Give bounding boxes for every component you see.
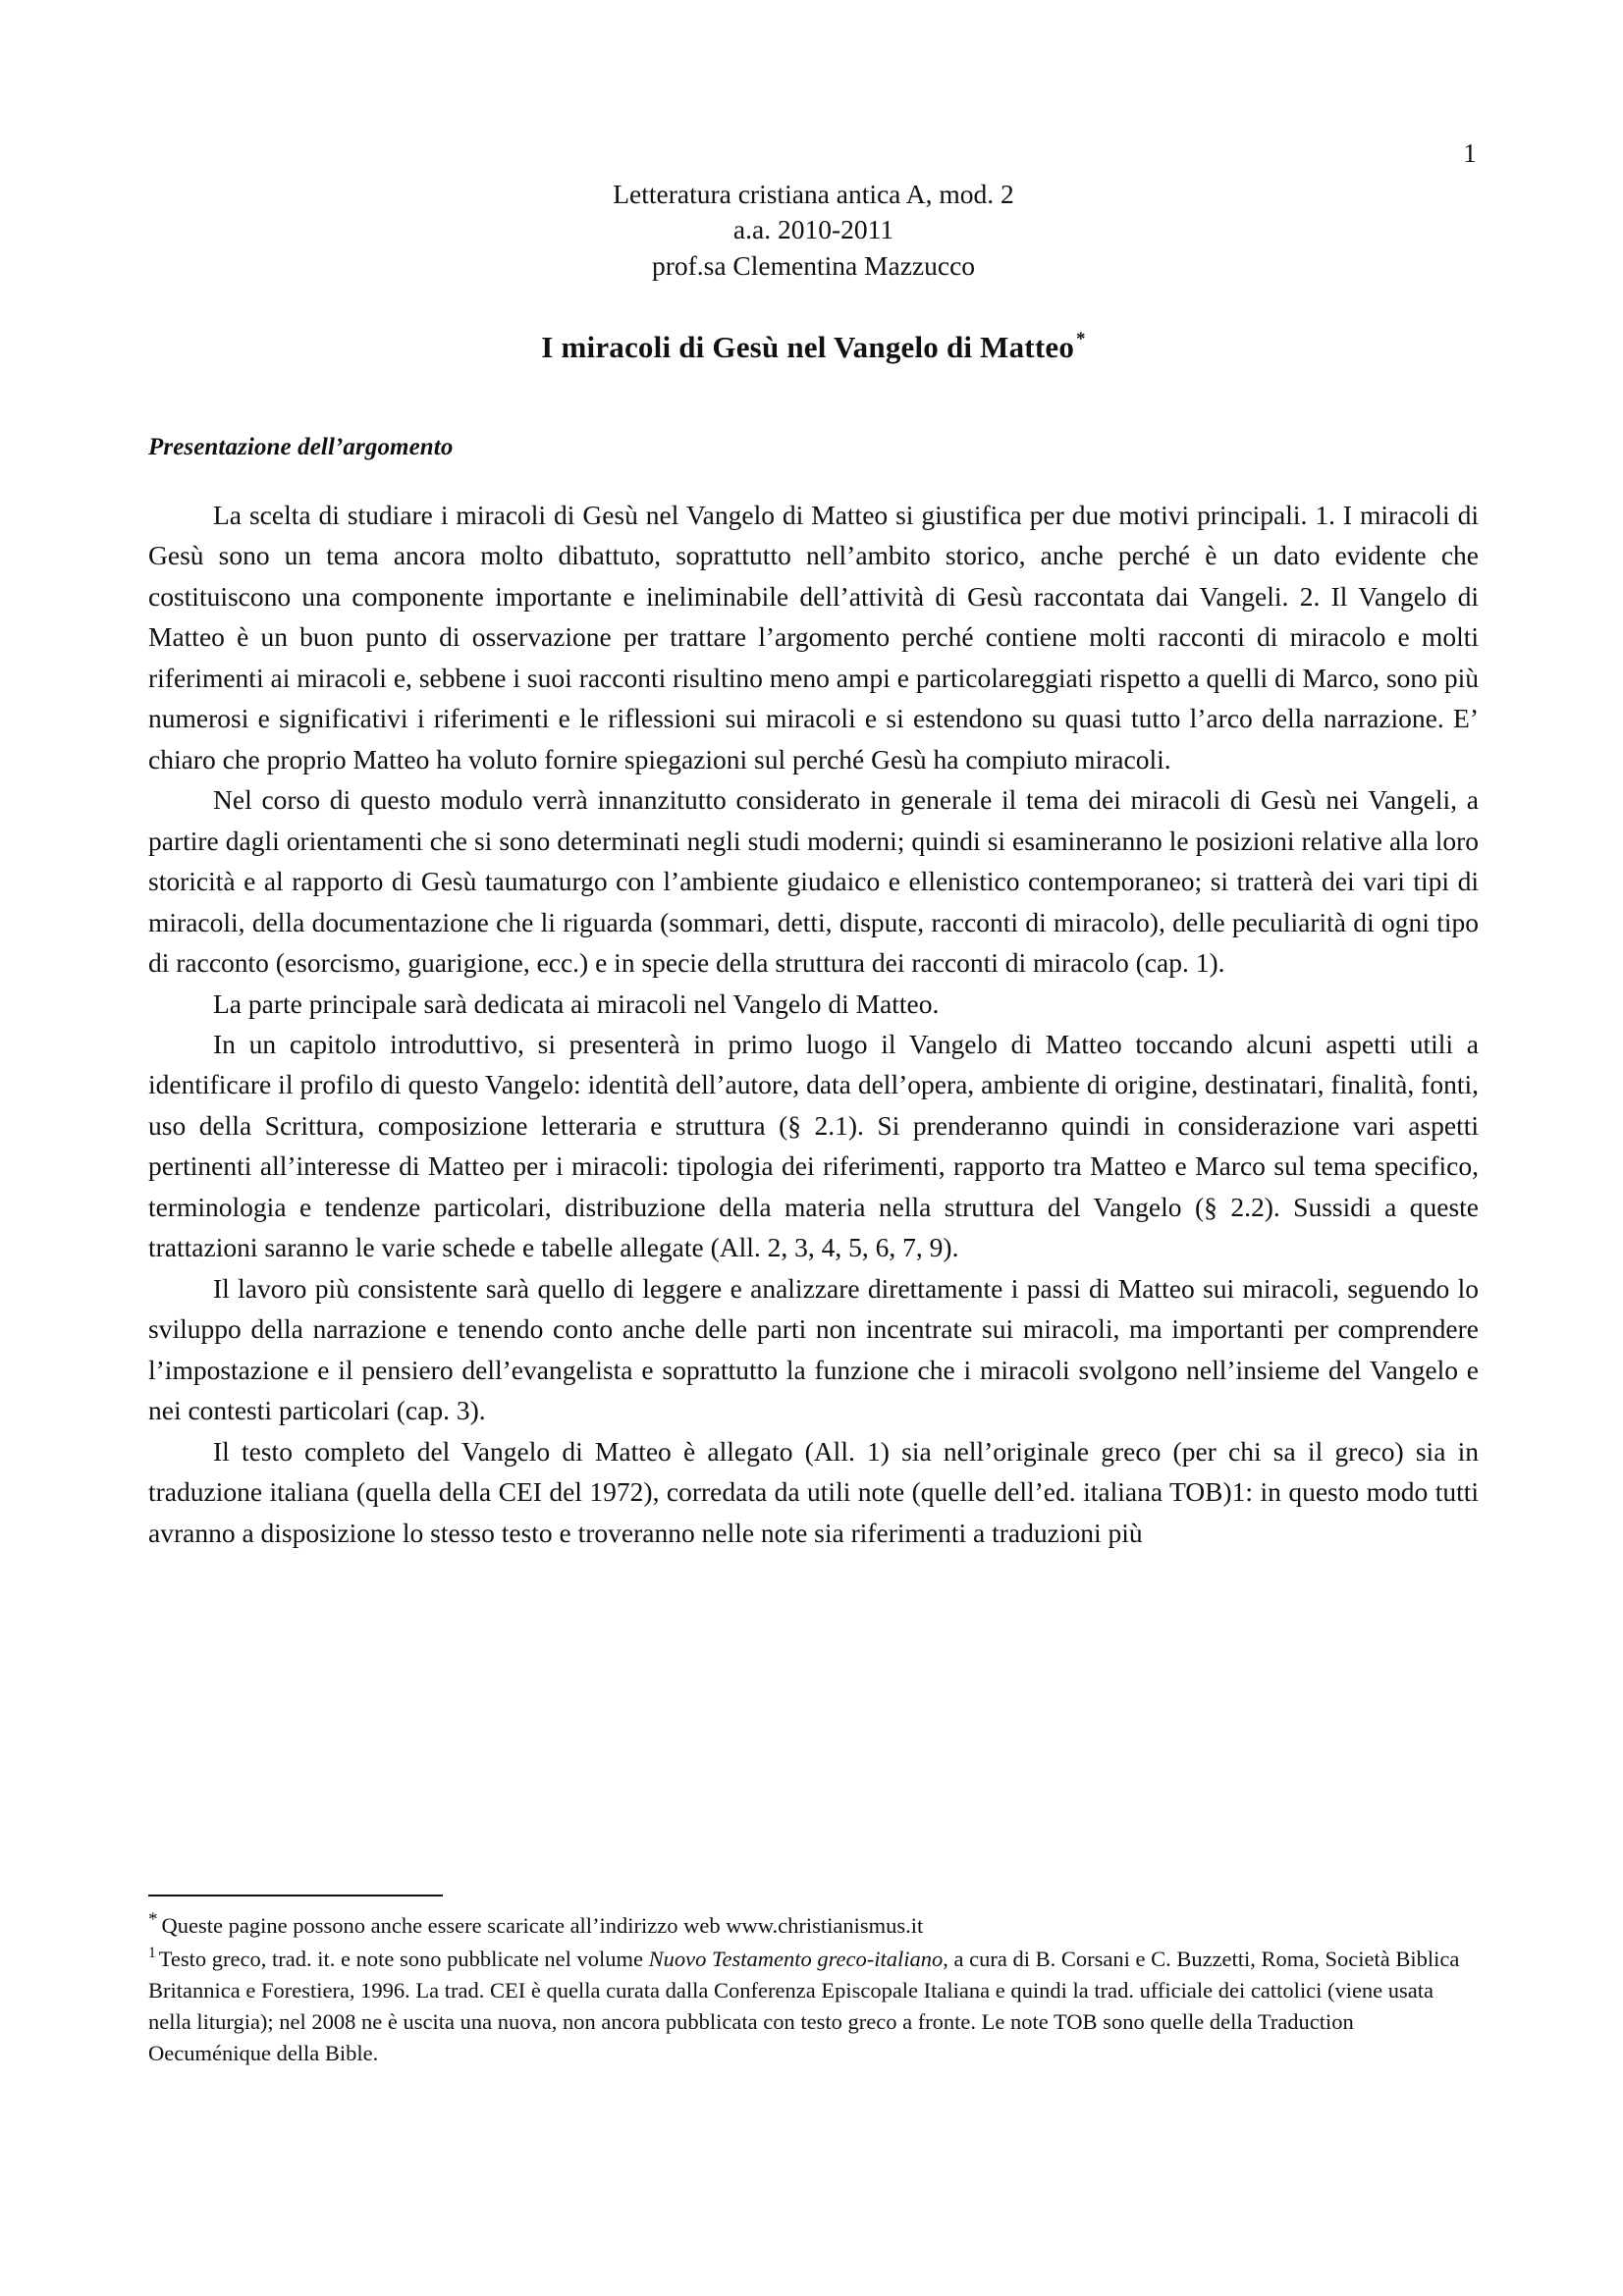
paragraph: La parte principale sarà dedicata ai miracoli nel Vangelo di Matteo.	[213, 988, 940, 1019]
body-text	[148, 495, 1479, 1553]
document-header	[148, 177, 1479, 284]
footnote-marker: *	[148, 1908, 158, 1930]
page-title-text: I miracoli di Gesù nel Vangelo di Matteo	[541, 329, 1075, 364]
footnote-separator-rule	[148, 1895, 443, 1896]
title-footnote-marker: *	[1076, 328, 1086, 349]
paragraph: Nel corso di questo modulo verrà innanzitutto considerato in generale il tema dei miracoli di Gesù nei Vangeli, a partire dagli orientamenti che si sono determinati negli studi moderni; quindi si esamineranno le posizioni relative alla loro storicità e al rapporto di Gesù taumaturgo con l’ambiente giudaico e ellenistico contemporaneo; si tratterà dei vari tipi di miracoli, della documentazione che li riguarda (sommari, detti, dispute, racconti di miracolo), delle peculiarità di ogni tipo di racconto (esorcismo, guarigione, ecc.) e in specie della struttura dei racconti di miracolo (cap. 1).	[148, 784, 1479, 979]
section-heading: Presentazione dell’argomento	[148, 433, 454, 460]
course-title: Letteratura cristiana antica A, mod. 2	[613, 179, 1014, 209]
paragraph: In un capitolo introduttivo, si presenterà in primo luogo il Vangelo di Matteo toccando alcuni aspetti utili a identificare il profilo di questo Vangelo: identità dell’autore, data dell’opera, ambiente di origine, destinatari, finalità, fonti, uso della Scrittura, composizione letteraria e struttura (§ 2.1). Si prenderanno quindi in considerazione vari aspetti pertinenti all’interesse di Matteo per i miracoli: tipologia dei riferimenti, rapporto tra Matteo e Marco sul tema specifico, terminologia e tendenze particolari, distribuzione della materia nella struttura del Vangelo (§ 2.2). Sussidi a queste trattazioni saranno le varie schede e tabelle allegate (All. 2, 3, 4, 5, 6, 7, 9).	[148, 1028, 1479, 1263]
page-number: 1	[1463, 138, 1477, 168]
paragraph: Il lavoro più consistente sarà quello di leggere e analizzare direttamente i passi di Matteo sui miracoli, seguendo lo sviluppo della narrazione e tenendo conto anche delle parti non incentrate sui miracoli, ma importanti per comprendere l’impostazione e il pensiero dell’evangelista e soprattutto la funzione che i miracoli svolgono nell’insieme del Vangelo e nei contesti particolari (cap. 3).	[148, 1272, 1479, 1426]
page-title	[148, 330, 1479, 365]
footnote-one	[148, 1944, 1479, 2069]
footnote-asterisk	[148, 1910, 1479, 1942]
paragraph: La scelta di studiare i miracoli di Gesù nel Vangelo di Matteo si giustifica per due motivi principali. 1. I miracoli di Gesù sono un tema ancora molto dibattuto, soprattutto nell’ambito storico, anche perché è un dato evidente che costituiscono una componente importante e ineliminabile dell’attività di Gesù raccontata dai Vangeli. 2. Il Vangelo di Matteo è un buon punto di osservazione per trattare l’argomento perché contiene molti racconti di miracolo e molti riferimenti ai miracoli e, sebbene i suoi racconti risultino meno ampi e particolareggiati rispetto a quelli di Marco, sono più numerosi e significativi i riferimenti e le riflessioni sui miracoli e si estendono su quasi tutto l’arco della narrazione. E’ chiaro che proprio Matteo ha voluto fornire spiegazioni sul perché Gesù ha compiuto miracoli.	[148, 499, 1479, 774]
footnote-book-title: Nuovo Testamento greco-italiano	[648, 1946, 944, 1971]
document-content	[148, 177, 1479, 1553]
footnote-text: Queste pagine possono anche essere scaricate all’indirizzo web www.christianismus.it	[161, 1913, 924, 1938]
footnote-text-before: Testo greco, trad. it. e note sono pubblicate nel volume	[158, 1946, 649, 1971]
footnote-marker: 1	[148, 1945, 156, 1962]
footnote-text-after: , a cura di B. Corsani e C. Buzzetti, Roma, Società Biblica Britannica e Forestiera, 1996. La trad. CEI è quella curata dalla Conferenza Episcopale Italiana e quindi la trad. ufficiale dei cattolici (viene usata nella liturgia); nel 2008 ne è uscita una nuova, non ancora pubblicata con testo greco a fronte. Le note TOB sono quelle della Traduction Oecuménique della Bible.	[148, 1946, 1460, 2065]
professor-name: prof.sa Clementina Mazzucco	[651, 249, 976, 281]
academic-year: a.a. 2010-2011	[732, 214, 894, 245]
footnote-area	[148, 1895, 1479, 2069]
paragraph: Il testo completo del Vangelo di Matteo è allegato (All. 1) sia nell’originale greco (per chi sa il greco) sia in traduzione italiana (quella della CEI del 1972), corredata da utili note (quelle dell’ed. italiana TOB)1: in questo modo tutti avranno a disposizione lo stesso testo e troveranno nelle note sia riferimenti a traduzioni più	[148, 1435, 1479, 1548]
